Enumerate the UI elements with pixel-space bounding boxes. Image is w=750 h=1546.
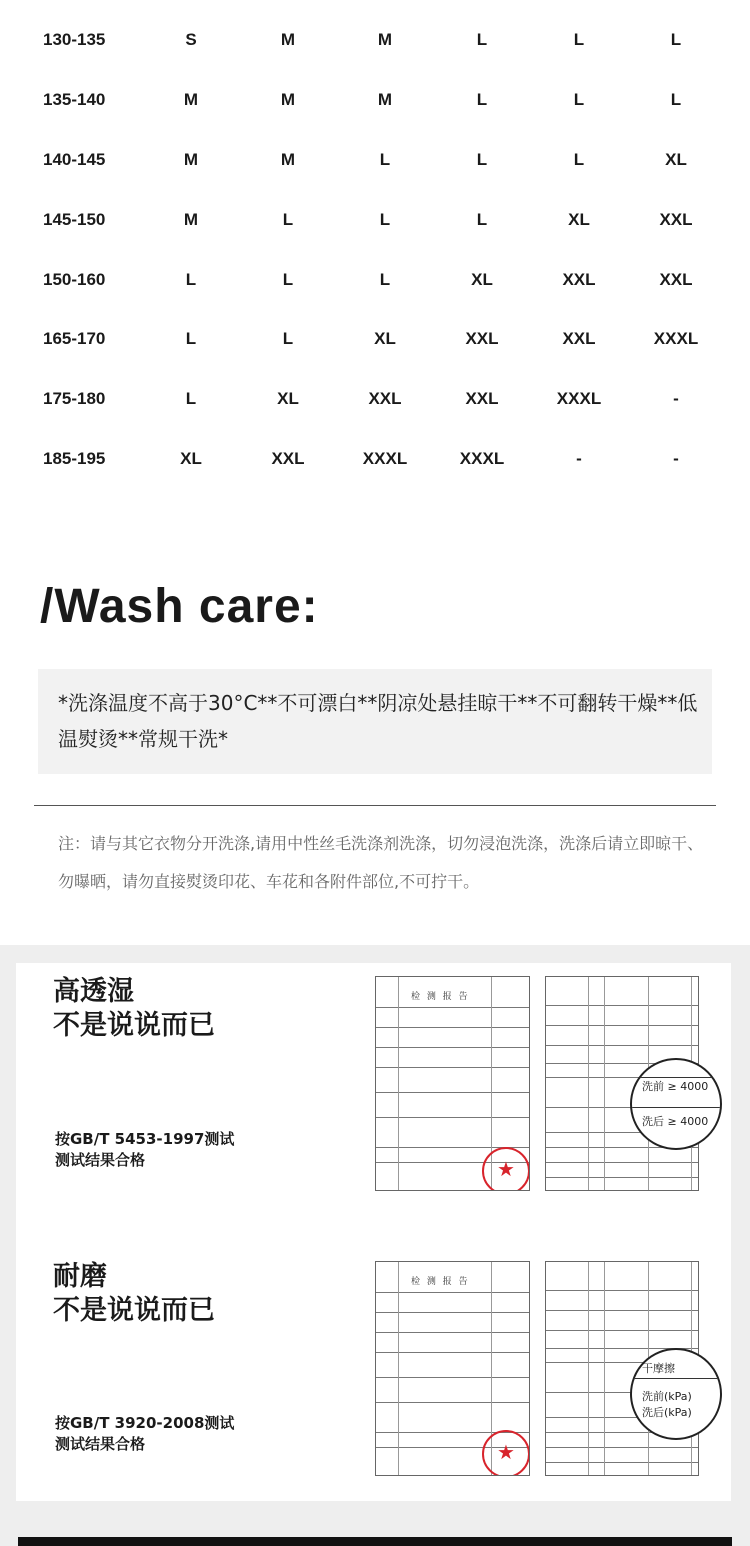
size-cell: M xyxy=(183,210,199,229)
size-cell: XXXL xyxy=(459,449,505,468)
size-cell: XXL xyxy=(562,270,596,289)
care-instructions-box xyxy=(38,669,712,774)
size-cell: XL xyxy=(665,150,687,169)
size-row xyxy=(0,145,750,175)
height-range: 165-170 xyxy=(43,329,106,348)
care-instructions-text: *洗涤温度不高于30°C**不可漂白**阴凉处悬挂晾干**不可翻转干燥**低温熨烫**常规干洗* xyxy=(58,691,698,751)
size-row xyxy=(0,265,750,295)
report-title: 检 测 报 告 xyxy=(411,992,470,1002)
height-range: 140-145 xyxy=(43,150,106,169)
size-cell: XXL xyxy=(465,329,499,348)
size-cell: XL xyxy=(471,270,493,289)
test-standard: 按GB/T 5453-1997测试 xyxy=(55,1130,235,1148)
magnifier-lens-icon xyxy=(630,1348,722,1440)
size-cell: L xyxy=(573,150,585,169)
section-divider xyxy=(34,805,716,806)
size-cell: - xyxy=(673,449,679,468)
test-report-cover-image xyxy=(375,1261,530,1476)
size-cell: L xyxy=(282,329,294,348)
magnified-after-wash: 洗后(kPa) xyxy=(642,1406,692,1419)
size-cell: L xyxy=(670,30,682,49)
magnified-before-wash: 洗前(kPa) xyxy=(642,1390,692,1403)
size-cell: M xyxy=(183,150,199,169)
size-row xyxy=(0,324,750,354)
size-cell: L xyxy=(573,30,585,49)
size-cell: L xyxy=(185,389,197,408)
next-section-edge xyxy=(18,1537,732,1546)
test-result: 测试结果合格 xyxy=(55,1435,146,1453)
height-range: 145-150 xyxy=(43,210,106,229)
feature-subtitle: 不是说说而已 xyxy=(53,1295,215,1326)
height-range: 185-195 xyxy=(43,449,106,468)
size-row xyxy=(0,384,750,414)
size-cell: XXL xyxy=(659,270,693,289)
size-cell: L xyxy=(282,210,294,229)
size-cell: - xyxy=(673,389,679,408)
size-cell: XL xyxy=(374,329,396,348)
washing-note: 注：请与其它衣物分开洗涤,请用中性丝毛洗涤剂洗涤，切勿浸泡洗涤，洗涤后请立即晾干、勿曝晒，请勿直接熨烫印花、车花和各附件部位,不可拧干。 xyxy=(58,834,704,891)
height-range: 150-160 xyxy=(43,270,106,289)
size-cell: XL xyxy=(180,449,202,468)
size-cell: - xyxy=(576,449,582,468)
test-result: 测试结果合格 xyxy=(55,1151,146,1169)
size-cell: XXL xyxy=(368,389,402,408)
height-range: 135-140 xyxy=(43,90,106,109)
size-cell: L xyxy=(379,150,391,169)
size-row xyxy=(0,205,750,235)
feature-title: 高透湿 xyxy=(53,976,134,1007)
height-range: 175-180 xyxy=(43,389,106,408)
feature-title: 耐磨 xyxy=(53,1261,107,1292)
size-cell: M xyxy=(377,30,393,49)
size-cell: M xyxy=(280,90,296,109)
red-star-seal-icon: ★ xyxy=(482,1147,530,1191)
size-row xyxy=(0,85,750,115)
size-cell: S xyxy=(185,30,197,49)
size-row xyxy=(0,444,750,474)
test-standard: 按GB/T 3920-2008测试 xyxy=(55,1414,235,1432)
size-cell: M xyxy=(377,90,393,109)
size-cell: XL xyxy=(568,210,590,229)
magnified-before-wash: 洗前 ≥ 4000 xyxy=(642,1080,709,1093)
size-cell: M xyxy=(280,30,296,49)
report-title: 检 测 报 告 xyxy=(411,1277,470,1287)
size-cell: L xyxy=(282,270,294,289)
size-cell: XXXL xyxy=(556,389,602,408)
feature-subtitle: 不是说说而已 xyxy=(53,1010,215,1041)
size-cell: L xyxy=(476,150,488,169)
height-range: 130-135 xyxy=(43,30,106,49)
size-cell: L xyxy=(476,90,488,109)
test-report-cover-image xyxy=(375,976,530,1191)
size-cell: L xyxy=(185,329,197,348)
size-table xyxy=(0,0,750,500)
size-cell: M xyxy=(183,90,199,109)
size-cell: L xyxy=(185,270,197,289)
size-cell: L xyxy=(476,210,488,229)
size-cell: XL xyxy=(277,389,299,408)
size-cell: L xyxy=(476,30,488,49)
size-cell: XXL xyxy=(271,449,305,468)
size-cell: L xyxy=(379,270,391,289)
magnifier-lens-icon xyxy=(630,1058,722,1150)
size-cell: XXL xyxy=(562,329,596,348)
size-cell: M xyxy=(280,150,296,169)
wash-care-title: /Wash care: xyxy=(40,580,319,633)
size-cell: L xyxy=(379,210,391,229)
magnified-dry-rub: 干摩擦 xyxy=(642,1362,675,1375)
size-cell: L xyxy=(670,90,682,109)
size-cell: XXXL xyxy=(653,329,699,348)
size-cell: L xyxy=(573,90,585,109)
magnified-after-wash: 洗后 ≥ 4000 xyxy=(642,1115,709,1128)
size-cell: XXL xyxy=(659,210,693,229)
size-row xyxy=(0,25,750,55)
size-cell: XXL xyxy=(465,389,499,408)
size-cell: XXXL xyxy=(362,449,408,468)
red-star-seal-icon: ★ xyxy=(482,1430,530,1476)
